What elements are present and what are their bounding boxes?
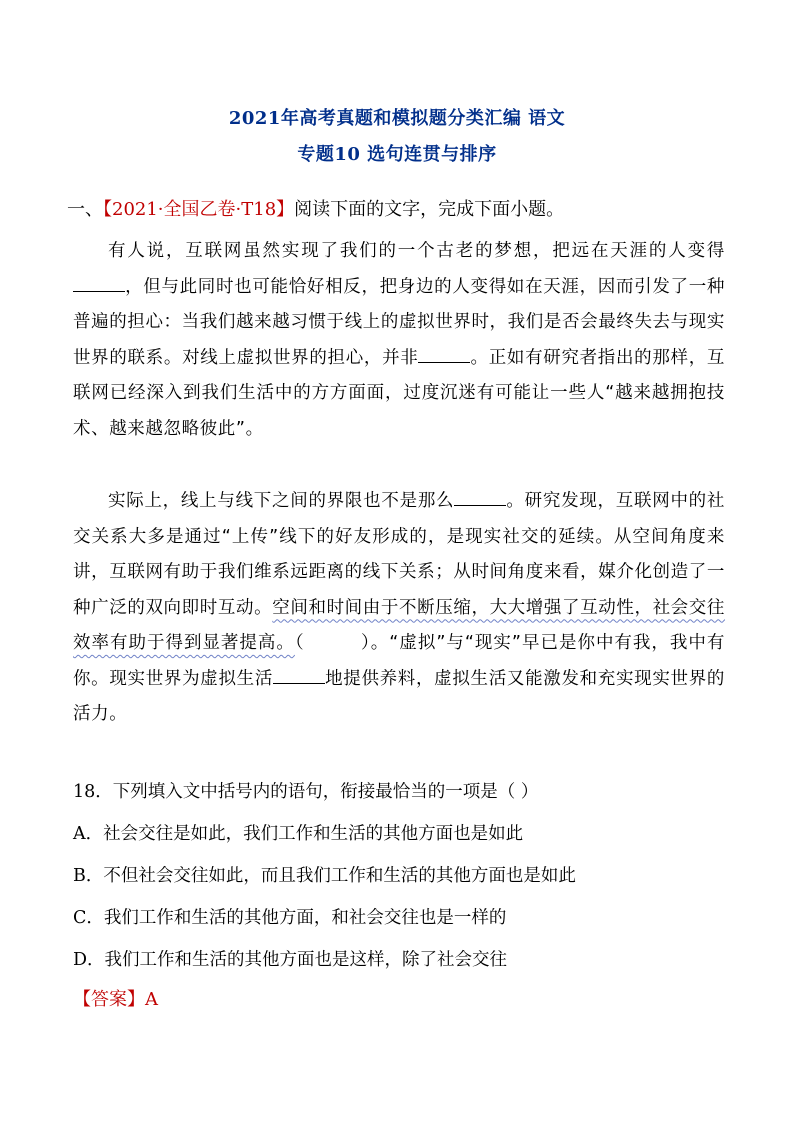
passage-text: 实际上，线上与线下之间的界限也不是那么: [108, 491, 455, 511]
passage-paragraph-2: [73, 484, 725, 733]
passage-text: 。研究发现，互联网中的社交关系大多是通过“上传”线下的好友形成的，是现实社交的延续。从空间角度来讲，互联网有助于我们维系远距离的线下关系；从时间角度来看，媒介化创造了一种广泛的双向即时互动。: [73, 491, 726, 618]
option-a: A．社会交往是如此，我们工作和生活的其他方面也是如此: [73, 824, 524, 844]
fill-blank: [73, 273, 125, 292]
passage-text: 地提供养料，虚拟生活又能激发和充实现实世界的活力。: [73, 668, 725, 724]
passage-text: 有人说，互联网虽然实现了我们的一个古老的梦想，把远在天涯的人变得: [108, 241, 725, 261]
fill-blank: [418, 344, 470, 363]
wavy-underlined-sentence: 空间和时间由于不断压缩，大大增强了互动性，社会交往效率有助于得到显著提高。: [73, 597, 726, 653]
question-stem: 18．下列填入文中括号内的语句，衔接最恰当的一项是（ ）: [73, 782, 539, 802]
question-instruction: 阅读下面的文字，完成下面小题。: [294, 199, 565, 220]
answer-label: 【答案】: [73, 989, 145, 1010]
fill-blank: [454, 487, 506, 506]
option-b: B．不但社会交往如此，而且我们工作和生活的其他方面也是如此: [73, 866, 576, 886]
option-c: C．我们工作和生活的其他方面，和社会交往也是一样的: [73, 908, 507, 928]
passage-paragraph-1: [73, 234, 725, 447]
passage-text: 。“虚拟”与“现实”早已是你中有我，我中有你。现实世界为虚拟生活: [73, 633, 725, 689]
passage-text: 。正如有研究者指出的那样，互联网已经深入到我们生活中的方方面面，过度沉迷有可能让一些人“越来越拥抱技术、越来越忽略彼此”。: [73, 347, 725, 439]
answer-value: A: [145, 989, 158, 1010]
answer: [73, 985, 158, 1011]
paren-close: ）: [360, 633, 371, 653]
paren-open: （: [294, 633, 305, 653]
question-header: [67, 197, 564, 223]
section-number: 一、: [67, 199, 103, 220]
document-subtitle: 专题10 选句连贯与排序: [297, 144, 497, 165]
fill-blank: [273, 665, 325, 684]
question-source: 【2021·全国乙卷·T18】: [103, 199, 295, 220]
passage-text: ，但与此同时也可能恰好相反，把身边的人变得如在天涯，因而引发了一种普遍的担心：当我们越来越习惯于线上的虚拟世界时，我们是否会最终失去与现实世界的联系。对线上虚拟世界的担心，并非: [73, 276, 725, 368]
option-d: D．我们工作和生活的其他方面也是这样，除了社会交往: [73, 950, 508, 970]
document-title: 2021年高考真题和模拟题分类汇编 语文: [228, 108, 566, 129]
